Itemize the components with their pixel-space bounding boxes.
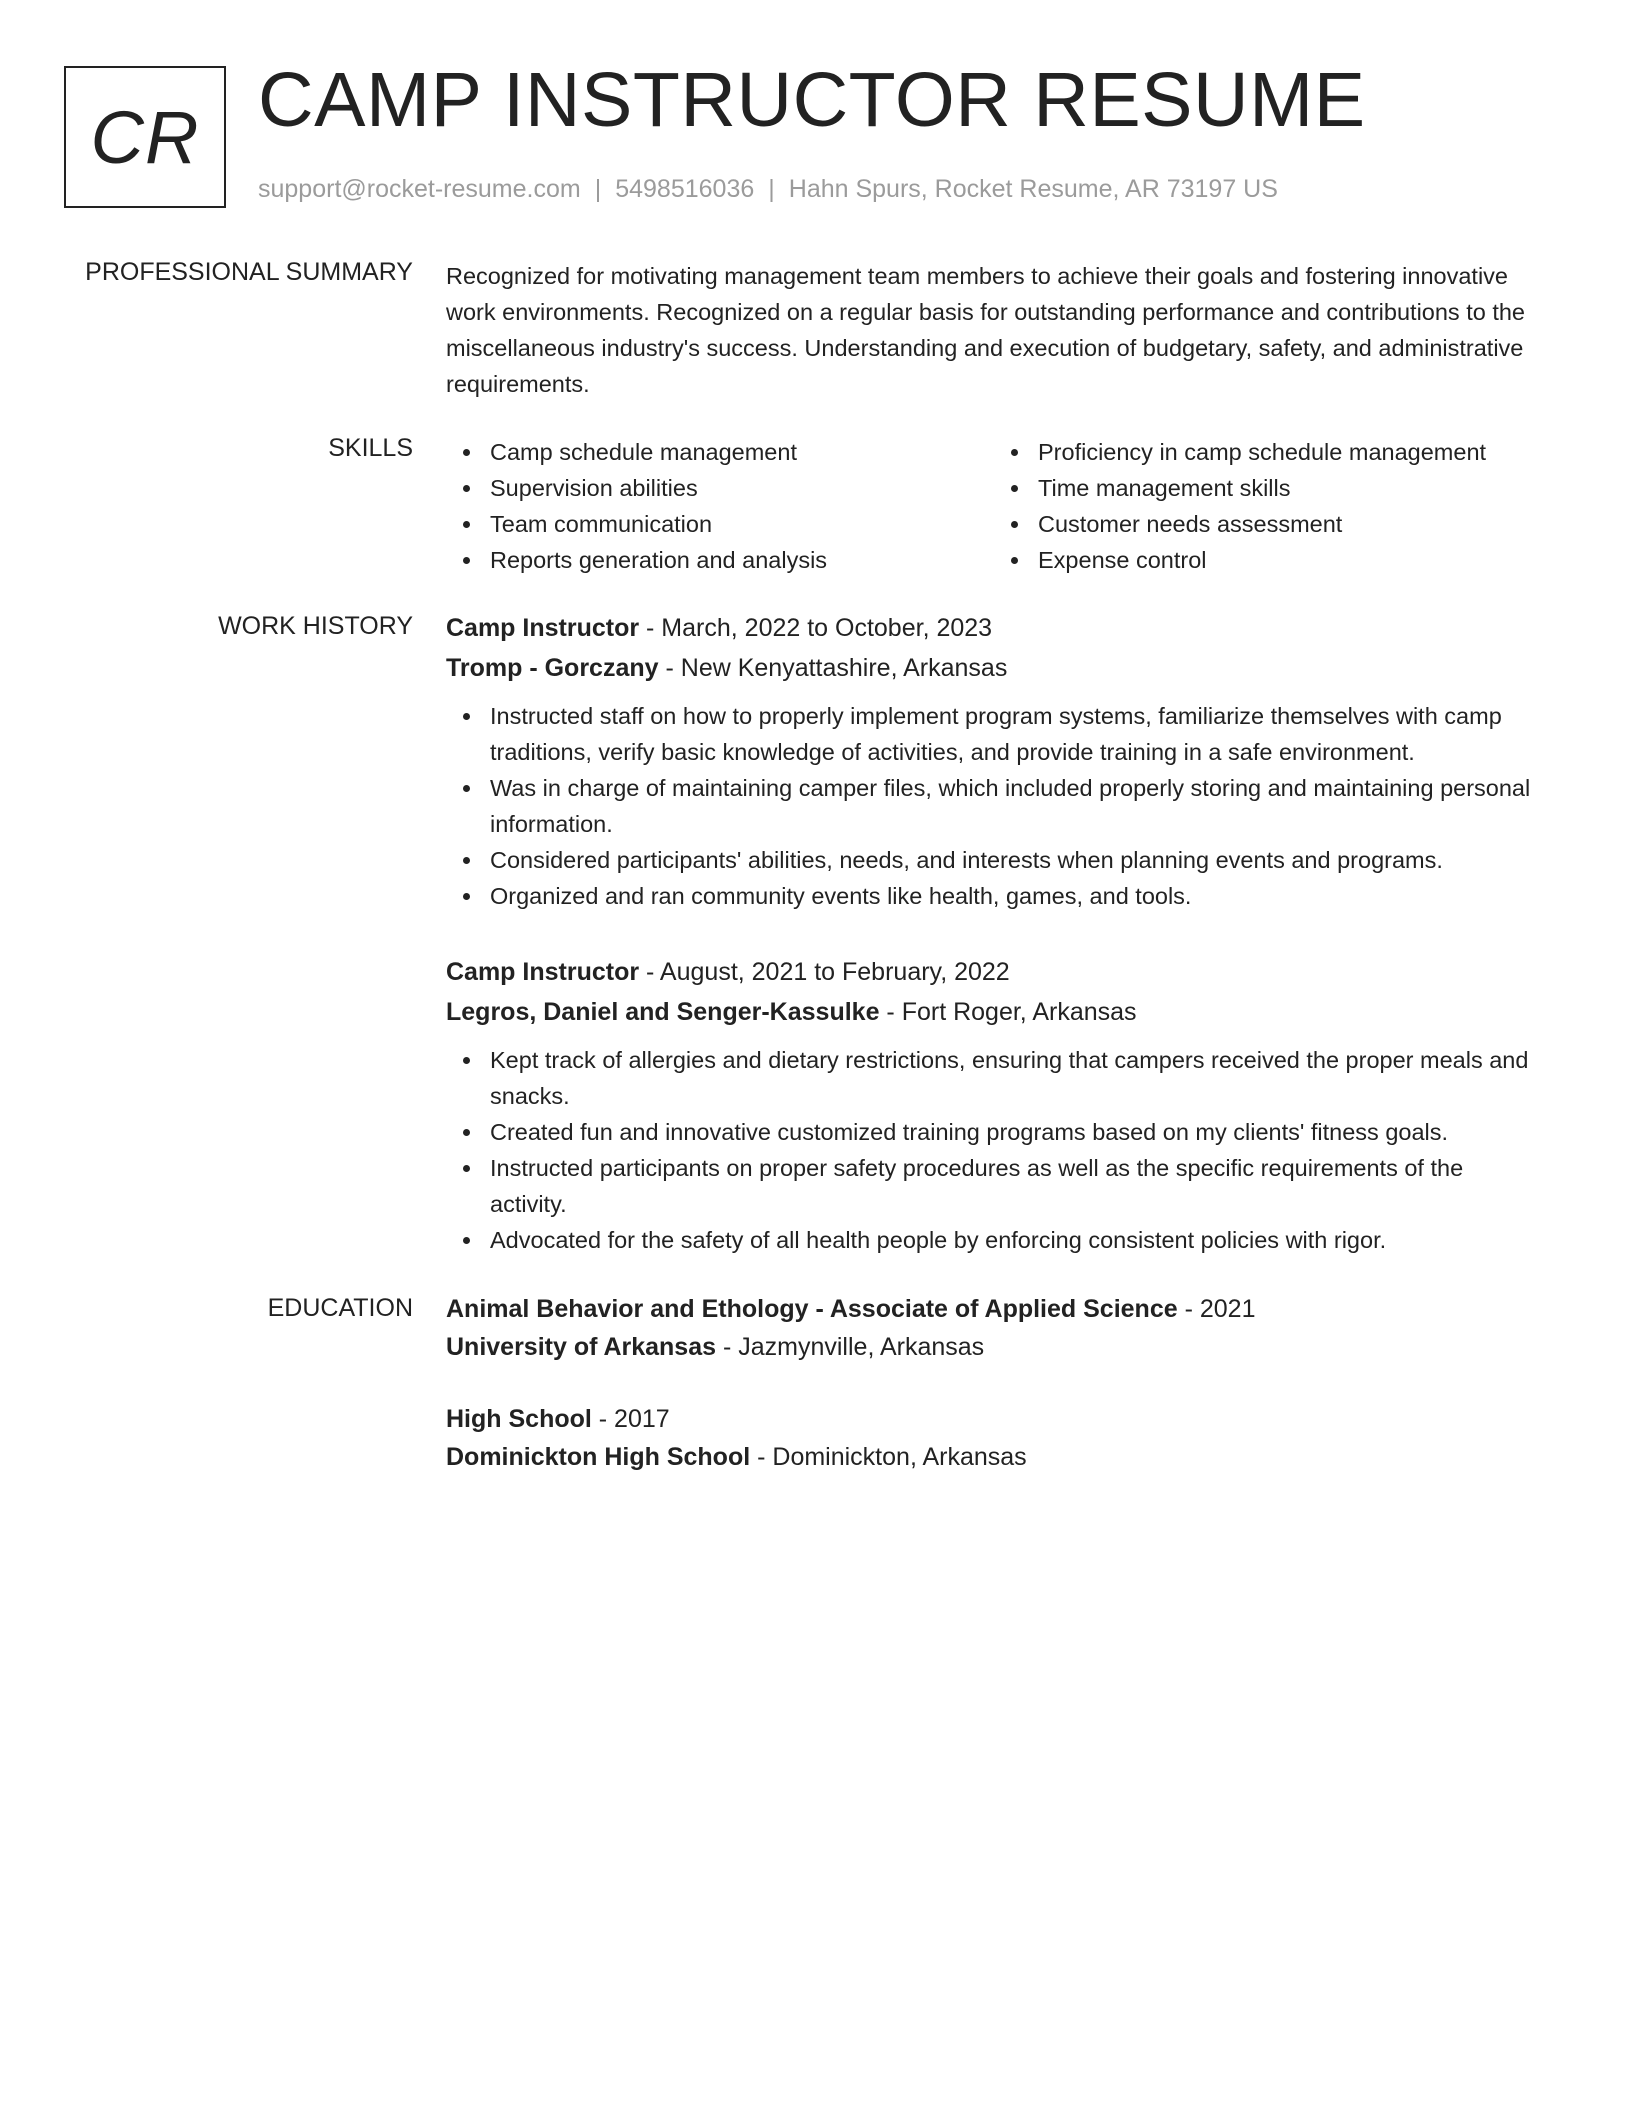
job-location: - New Kenyattashire, Arkansas — [658, 654, 1008, 682]
education-body — [446, 1290, 1546, 1510]
page-title: CAMP INSTRUCTOR RESUME — [258, 57, 1366, 143]
job-bullet: Advocated for the safety of all health people by enforcing consistent policies with rigor. — [446, 1222, 1546, 1258]
education-degree-line — [446, 1290, 1546, 1328]
job-company: Legros, Daniel and Senger-Kassulke — [446, 998, 880, 1026]
job-bullet: Was in charge of maintaining camper files, which included properly storing and maintaining personal information. — [446, 770, 1546, 842]
contact-email[interactable]: support@rocket-resume.com — [258, 175, 581, 203]
skills-columns — [446, 434, 1546, 578]
section-label-work-history: WORK HISTORY — [218, 612, 413, 640]
contact-separator: | — [768, 175, 775, 203]
skill-item: Customer needs assessment — [994, 506, 1542, 542]
job-dates: - March, 2022 to October, 2023 — [639, 614, 993, 642]
job-entry — [446, 952, 1546, 1258]
contact-phone[interactable]: 5498516036 — [615, 175, 755, 203]
job-bullets — [446, 1042, 1546, 1258]
education-school-line — [446, 1328, 1546, 1366]
section-label-summary: PROFESSIONAL SUMMARY — [85, 258, 413, 286]
skill-item: Supervision abilities — [446, 470, 994, 506]
job-title: Camp Instructor — [446, 614, 640, 642]
skills-column-right — [994, 434, 1542, 578]
job-title-line — [446, 952, 1546, 992]
education-entry — [446, 1400, 1546, 1476]
job-bullet: Created fun and innovative customized training programs based on my clients' fitness goals. — [446, 1114, 1546, 1150]
skills-body — [446, 434, 1546, 578]
contact-line — [258, 175, 1278, 204]
skill-item: Proficiency in camp schedule management — [994, 434, 1542, 470]
job-bullets — [446, 698, 1546, 914]
job-company: Tromp - Gorczany — [446, 654, 659, 682]
education-year: - 2017 — [591, 1405, 670, 1433]
job-bullet: Instructed staff on how to properly implement program systems, familiarize themselves with camp traditions, verify basic knowledge of activities, and provide training in a safe environment. — [446, 698, 1546, 770]
education-school: Dominickton High School — [446, 1443, 751, 1471]
summary-body — [446, 258, 1546, 402]
skill-item: Expense control — [994, 542, 1542, 578]
job-title-line — [446, 608, 1546, 648]
education-degree: Animal Behavior and Ethology - Associate of Applied Science — [446, 1295, 1178, 1323]
education-degree-line — [446, 1400, 1546, 1438]
job-location: - Fort Roger, Arkansas — [879, 998, 1137, 1026]
education-location: - Jazmynville, Arkansas — [716, 1333, 985, 1361]
education-school: University of Arkansas — [446, 1333, 717, 1361]
section-label-education: EDUCATION — [267, 1294, 413, 1322]
job-entry — [446, 608, 1546, 914]
skill-item: Reports generation and analysis — [446, 542, 994, 578]
job-title: Camp Instructor — [446, 958, 640, 986]
section-label-skills: SKILLS — [328, 434, 413, 462]
job-bullet: Kept track of allergies and dietary restrictions, ensuring that campers received the proper meals and snacks. — [446, 1042, 1546, 1114]
monogram-logo: CR — [64, 66, 226, 208]
job-company-line — [446, 992, 1546, 1032]
skill-item: Time management skills — [994, 470, 1542, 506]
education-entry — [446, 1290, 1546, 1366]
job-company-line — [446, 648, 1546, 688]
job-bullet: Organized and ran community events like health, games, and tools. — [446, 878, 1546, 914]
job-bullet: Instructed participants on proper safety procedures as well as the specific requirements of the activity. — [446, 1150, 1546, 1222]
work-history-body — [446, 608, 1546, 1296]
contact-address: Hahn Spurs, Rocket Resume, AR 73197 US — [788, 175, 1278, 203]
skill-item: Team communication — [446, 506, 994, 542]
education-school-line — [446, 1438, 1546, 1476]
education-degree: High School — [446, 1405, 592, 1433]
skill-item: Camp schedule management — [446, 434, 994, 470]
skills-column-left — [446, 434, 994, 578]
education-location: - Dominickton, Arkansas — [750, 1443, 1027, 1471]
education-year: - 2021 — [1177, 1295, 1256, 1323]
contact-separator: | — [594, 175, 602, 203]
job-bullet: Considered participants' abilities, needs, and interests when planning events and programs. — [446, 842, 1546, 878]
job-dates: - August, 2021 to February, 2022 — [639, 958, 1010, 986]
summary-text: Recognized for motivating management team members to achieve their goals and fostering innovative work environments. Recognized on a regular basis for outstanding performance and contributions to the miscellaneous industry's success. Understanding and execution of budgetary, safety, and administrative requirements. — [446, 263, 1526, 397]
